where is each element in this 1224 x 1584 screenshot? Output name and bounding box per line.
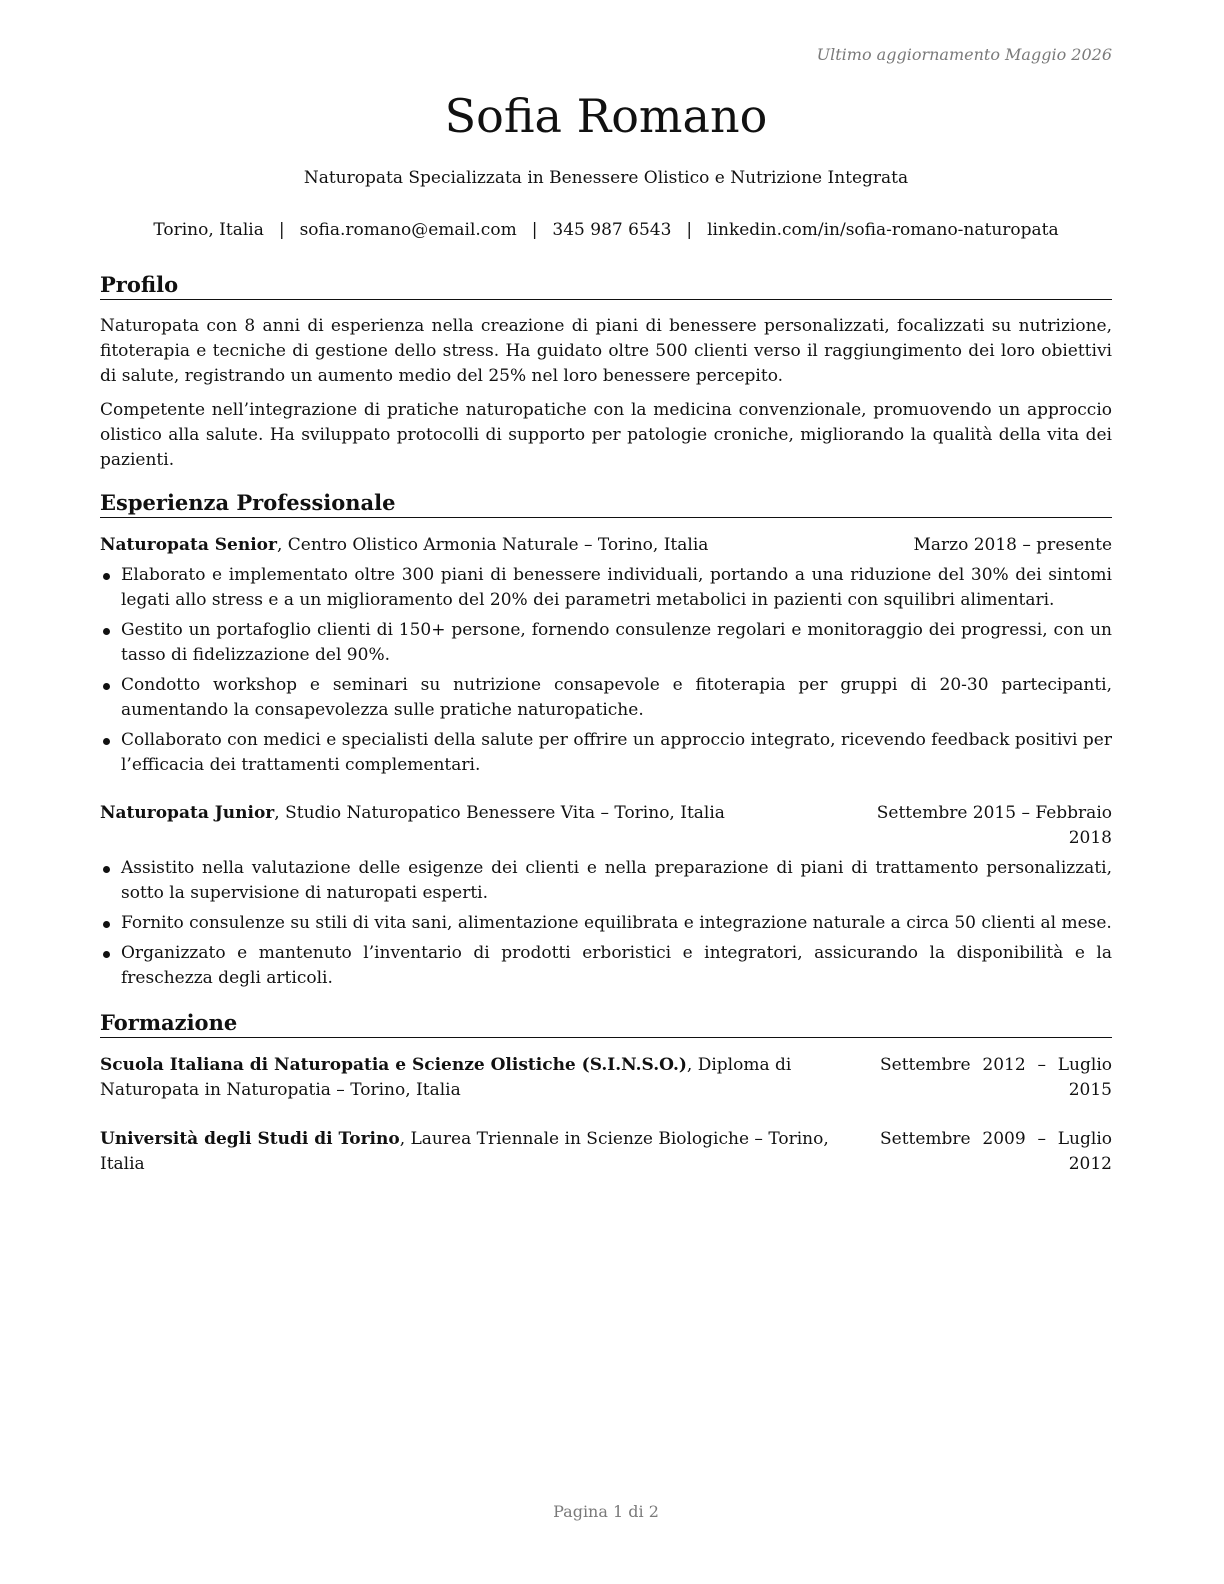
contact-email[interactable]: sofia.romano@email.com [299,220,517,240]
education-text [100,1127,870,1177]
candidate-subtitle: Naturopata Specializzata in Benessere Olistico e Nutrizione Integrata [303,168,909,188]
education-detail: , Laurea Triennale in Scienze Biologiche – Torino, Italia [100,1129,829,1174]
education-text [100,1053,870,1103]
education-dates: Settembre 2012 – Luglio 2015 [880,1055,1112,1100]
contact-line [100,220,1112,240]
job-title-line [100,801,725,826]
job-bullet-list [100,563,1112,783]
education-dates: Settembre 2009 – Luglio 2012 [880,1129,1112,1174]
education-school: Università degli Studi di Torino [100,1129,400,1149]
last-updated-note: Ultimo aggiornamento Maggio 2026 [816,45,1112,64]
bullet-dot [103,738,110,745]
section-title-experience: Esperienza Professionale [100,490,1112,518]
resume-page [100,0,1112,1584]
list-item [100,673,1112,723]
job-employer: , Studio Naturopatico Benessere Vita – Torino, Italia [274,803,725,823]
contact-linkedin[interactable]: linkedin.com/in/sofia-romano-naturopata [707,220,1059,240]
contact-separator: | [531,220,538,240]
candidate-name: Sofia Romano [444,89,768,143]
list-item [100,856,1112,906]
bullet-text: Gestito un portafoglio clienti di 150+ persone, fornendo consulenze regolari e monitoraggio dei progressi, con un tasso di fidelizzazione del 90%. [121,620,1112,665]
list-item [100,941,1112,991]
education-detail: , Diploma di Naturopata in Naturopatia – Torino, Italia [100,1055,792,1100]
bullet-text: Fornito consulenze su stili di vita sani, alimentazione equilibrata e integrazione naturale a circa 50 clienti al mese. [121,913,1112,933]
bullet-text: Organizzato e mantenuto l’inventario di prodotti erboristici e integratori, assicurando la disponibilità e la freschezza degli articoli. [121,943,1112,988]
bullet-text: Assistito nella valutazione delle esigenze dei clienti e nella preparazione di piani di trattamento personalizzati, sotto la supervisione di naturopati esperti. [121,858,1112,903]
job-role: Naturopata Junior [100,803,275,823]
job-bullet-list [100,856,1112,996]
section-title-education: Formazione [100,1010,1112,1038]
bullet-dot [103,683,110,690]
job-dates: Marzo 2018 – presente [913,535,1112,555]
contact-separator: | [686,220,693,240]
bullet-text: Condotto workshop e seminari su nutrizione consapevole e fitoterapia per gruppi di 20-30 partecipanti, aumentando la consapevolezza sulle pratiche naturopatiche. [121,675,1112,720]
job-dates: Settembre 2015 – Febbraio 2018 [876,803,1112,848]
job-employer: , Centro Olistico Armonia Naturale – Torino, Italia [276,535,709,555]
bullet-text: Elaborato e implementato oltre 300 piani di benessere individuali, portando a una riduzione del 30% dei sintomi legati allo stress e a un miglioramento del 20% dei parametri metabolici in pazienti con squilibri alimentari. [121,565,1112,610]
list-item [100,618,1112,668]
job-title-line [100,533,708,558]
bullet-dot [103,628,110,635]
list-item [100,563,1112,613]
contact-phone: 345 987 6543 [552,220,672,240]
profile-paragraph: Naturopata con 8 anni di esperienza nella creazione di piani di benessere personalizzati, focalizzati su nutrizione, fitoterapia e tecniche di gestione dello stress. Ha guidato oltre 500 clienti verso il raggiungimento dei loro obiettivi di salute, registrando un aumento medio del 25% nel loro benessere percepito. [100,316,1112,386]
contact-separator: | [278,220,285,240]
bullet-dot [103,573,110,580]
profile-paragraph: Competente nell’integrazione di pratiche naturopatiche con la medicina convenzionale, promuovendo un approccio olistico alla salute. Ha sviluppato protocolli di supporto per patologie croniche, migliorando la qualità della vita dei pazienti. [100,400,1112,470]
bullet-dot [103,866,110,873]
list-item [100,911,1112,936]
section-title-profile: Profilo [100,272,1112,300]
job-role: Naturopata Senior [100,535,277,555]
bullet-dot [103,951,110,958]
page-number: Pagina 1 di 2 [553,1502,659,1521]
bullet-dot [103,921,110,928]
contact-city: Torino, Italia [153,220,264,240]
education-school: Scuola Italiana di Naturopatia e Scienze Olistiche (S.I.N.S.O.) [100,1055,687,1075]
list-item [100,728,1112,778]
bullet-text: Collaborato con medici e specialisti della salute per offrire un approccio integrato, ricevendo feedback positivi per l’efficacia dei trattamenti complementari. [121,730,1112,775]
